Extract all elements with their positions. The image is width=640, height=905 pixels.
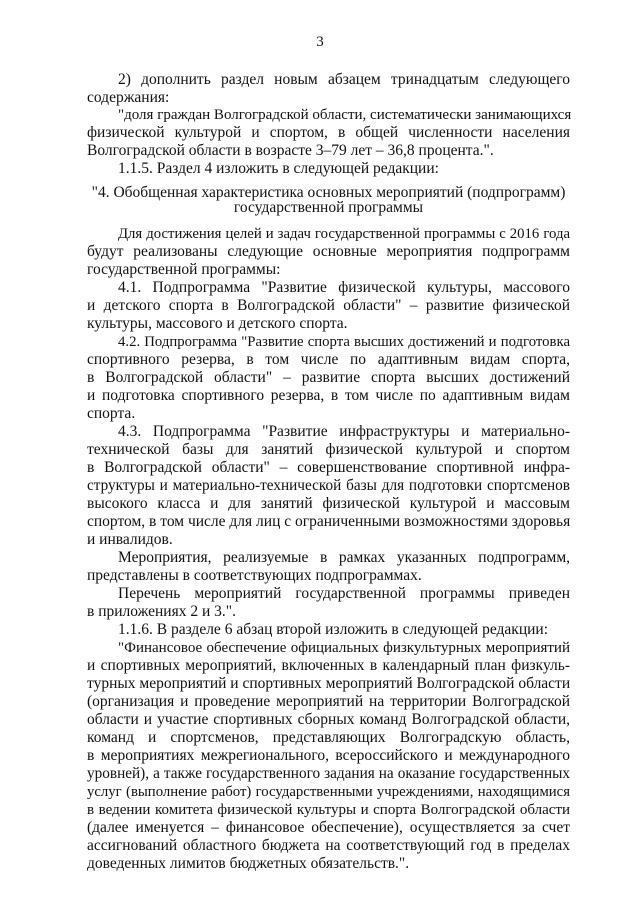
text-line: 1.1.6. В разделе 6 абзац второй изложить в следующей редакции: <box>118 621 549 638</box>
text-line: Перечень мероприятий государственной программы приведен <box>118 585 570 602</box>
text-line: высокого класса и для занятий физической культурой и массовым <box>87 495 570 512</box>
text-line: (организация и проведение мероприятий на территории Волгоградской <box>87 693 570 710</box>
section-heading: государственной программы <box>233 199 424 216</box>
text-line: 4.1. Подпрограмма "Развитие физической культуры, массового <box>118 279 570 296</box>
text-line: услуг (выполнение работ) государственными учреждениями, находящимися <box>87 784 570 800</box>
text-line: "Финансовое обеспечение официальных физкультурных мероприятий <box>118 640 570 656</box>
text-line: государственной программы: <box>87 261 281 278</box>
text-line: культуры, массового и детского спорта. <box>87 315 348 332</box>
text-line: 4.3. Подпрограмма "Развитие инфраструктуры и материально- <box>118 423 570 440</box>
text-line: области и участие спортивных сборных команд Волгоградской области, <box>87 711 570 728</box>
text-line: (далее именуется – финансовое обеспечение), осуществляется за счет <box>87 819 570 836</box>
text-line: доведенных лимитов бюджетных обязательств.". <box>87 855 410 872</box>
text-line: Мероприятия, реализуемые в рамках указанных подпрограмм, <box>118 549 570 566</box>
text-line: спортом, в том числе для лиц с ограниченными возможностями здоровья <box>87 513 571 530</box>
text-line: и детского спорта в Волгоградской области" – развитие физической <box>87 297 570 314</box>
text-line: турных мероприятий и спортивных мероприятий Волгоградской области <box>87 675 571 692</box>
text-line: уровней), а также государственного задания на оказание государственных <box>87 765 570 782</box>
text-line: команд и спортсменов, представляющих Волгоградскую область, <box>87 729 570 746</box>
text-line: структуры и материально-технической базы для подготовки спортсменов <box>87 477 570 494</box>
text-line: спорта. <box>87 405 136 422</box>
text-line: в мероприятиях межрегионального, всероссийского и международного <box>87 747 570 764</box>
text-line: 4.2. Подпрограмма "Развитие спорта высших достижений и подготовка <box>118 334 570 350</box>
text-line: технической базы для занятий физической культурой и спортом <box>87 441 570 458</box>
text-line: и спортивных мероприятий, включенных в календарный план физкуль- <box>87 657 570 674</box>
section-heading: "4. Обобщенная характеристика основных мероприятий (подпрограмм) <box>91 184 566 201</box>
text-line: физической культурой и спортом, в общей численности населения <box>87 124 570 141</box>
text-line: 2) дополнить раздел новым абзацем тринадцатым следующего <box>118 71 570 88</box>
text-line: представлены в соответствующих подпрограммах. <box>87 567 422 584</box>
text-line: в ведении комитета физической культуры и спорта Волгоградской области <box>87 802 570 818</box>
text-line: и подготовка спортивного резерва, в том числе по адаптивным видам <box>87 387 570 404</box>
text-line: Волгоградской области в возрасте 3–79 лет – 36,8 процента.". <box>87 142 494 159</box>
text-line: будут реализованы следующие основные мероприятия подпрограмм <box>87 243 570 260</box>
text-line: ассигнований областного бюджета на соответствующий год в пределах <box>87 837 570 854</box>
text-line: "доля граждан Волгоградской области, систематически занимающихся <box>118 107 572 123</box>
text-line: содержания: <box>87 89 170 106</box>
text-line: спортивного резерва, в том числе по адаптивным видам спорта, <box>87 351 570 368</box>
page-number: 3 <box>316 34 324 50</box>
text-line: в приложениях 2 и 3.". <box>87 603 236 620</box>
text-line: Для достижения целей и задач государственной программы с 2016 года <box>118 226 570 242</box>
text-line: в Волгоградской области" – развитие спорта высших достижений <box>87 369 570 386</box>
text-line: 1.1.5. Раздел 4 изложить в следующей редакции: <box>118 160 439 177</box>
text-line: и инвалидов. <box>87 531 173 548</box>
text-line: в Волгоградской области" – совершенствование спортивной инфра- <box>87 459 570 476</box>
